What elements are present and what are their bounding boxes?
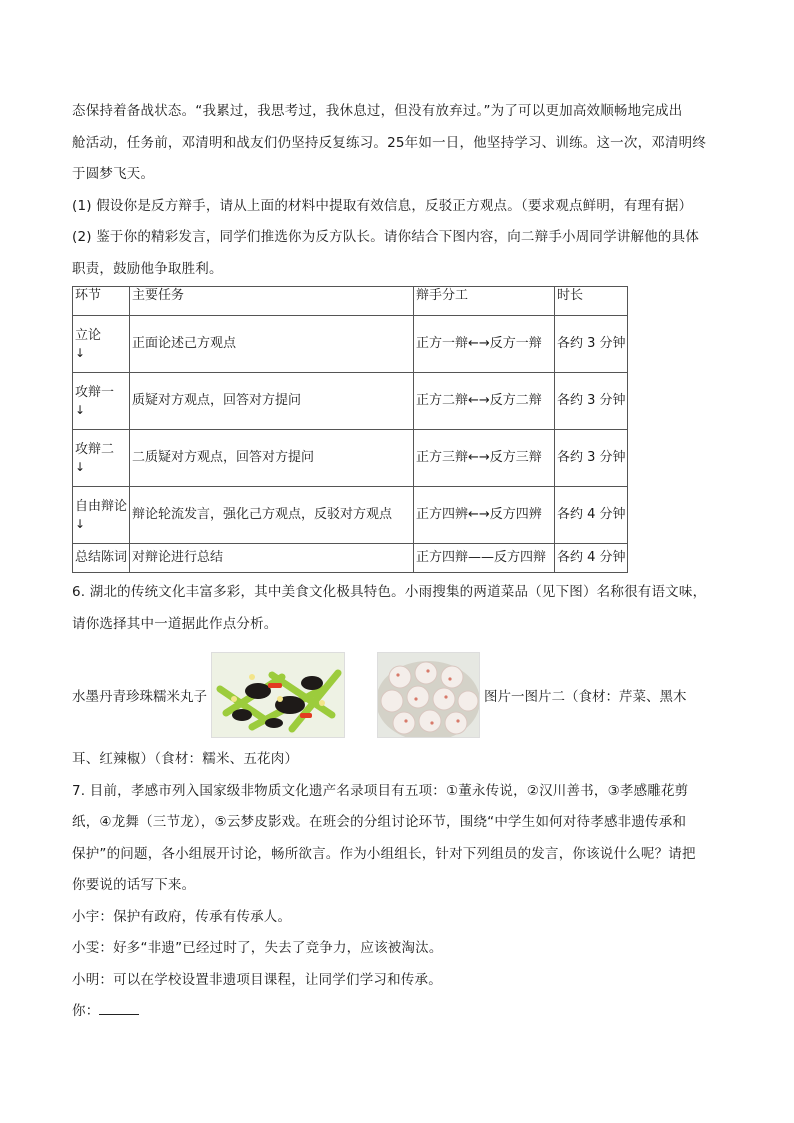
- dish-photo-pearl-balls: [377, 652, 480, 738]
- task-cell: 辩论轮流发言，强化己方观点，反驳对方观点: [130, 487, 414, 544]
- stage-cell: [73, 316, 130, 373]
- speech-xiaoming: 小明：可以在学校设置非遗项目课程，让同学们学习和传承。: [72, 971, 442, 988]
- question-2: (2) 鉴于你的精彩发言，同学们推选你为反方队长。请你结合下图内容，向二辩手小周同学讲解他的具体: [72, 229, 700, 245]
- table-row: [73, 430, 628, 487]
- division-cell: 正方二辩←→反方二辩: [414, 373, 555, 430]
- task-cell: 对辩论进行总结: [130, 544, 414, 573]
- task-cell: 正面论述己方观点: [130, 316, 414, 373]
- stage-cell: 总结陈词: [73, 544, 130, 573]
- down-arrow-icon: ↓: [75, 403, 86, 417]
- dish-images-line: [72, 652, 727, 738]
- time-cell: 各约 4 分钟: [555, 487, 628, 544]
- your-answer-line: [72, 996, 727, 1028]
- stage-label: 立论: [75, 328, 102, 343]
- you-label: 你：: [72, 1003, 100, 1019]
- stage-cell: [73, 373, 130, 430]
- dish-name-text: 水墨丹青珍珠糯米丸子: [72, 689, 207, 705]
- time-cell: 各约 3 分钟: [555, 430, 628, 487]
- header-division: 辩手分工: [414, 287, 555, 316]
- table-row: [73, 544, 628, 573]
- dish-photo-celery-fungus: [211, 652, 345, 738]
- passage-line: 舱活动，任务前，邓清明和战友们仍坚持反复练习。25年如一日，他坚持学习、训练。这一次，邓清明终: [72, 134, 707, 151]
- stage-label: 攻辩二: [75, 442, 115, 457]
- division-cell: 正方四辨←→反方四辨: [414, 487, 555, 544]
- task-cell: 质疑对方观点，回答对方提问: [130, 373, 414, 430]
- down-arrow-icon: ↓: [75, 460, 86, 474]
- time-cell: 各约 4 分钟: [555, 544, 628, 573]
- down-arrow-icon: ↓: [75, 517, 86, 531]
- header-task: 主要任务: [130, 287, 414, 316]
- stage-cell: [73, 430, 130, 487]
- question-7-cont: 保护”的问题，各小组展开讨论，畅所欲言。作为小组组长，针对下列组员的发言，你该说什么呢？请把: [72, 845, 696, 862]
- ingredients-text: 耳、红辣椒）（食材：糯米、五花肉）: [72, 751, 299, 767]
- stage-label: 自由辩论: [75, 499, 128, 514]
- header-stage: 环节: [73, 287, 130, 316]
- table-header-row: [73, 287, 628, 316]
- question-7-cont: 纸，④龙舞（三节龙），⑤云梦皮影戏。在班会的分组讨论环节，围绕“中学生如何对待孝感非遗传承和: [72, 814, 687, 830]
- division-cell: 正方四辩——反方四辩: [414, 544, 555, 573]
- down-arrow-icon: ↓: [75, 346, 86, 360]
- division-cell: 正方一辩←→反方一辩: [414, 316, 555, 373]
- speech-xiaoyu: 小宇：保护有政府，传承有传承人。: [72, 908, 292, 925]
- debate-table: [72, 286, 628, 573]
- question-2-cont: 职责，鼓励他争取胜利。: [72, 260, 223, 277]
- answer-blank[interactable]: [99, 1000, 139, 1015]
- table-row: [73, 373, 628, 430]
- table-row: [73, 316, 628, 373]
- image-caption-text: 图片一图片二（食材：芹菜、黑木: [484, 689, 687, 705]
- document-page: [72, 96, 727, 1028]
- header-time: 时长: [555, 287, 628, 316]
- question-6-cont: 请你选择其中一道据此作点分析。: [72, 615, 278, 632]
- table-row: [73, 487, 628, 544]
- stage-cell: [73, 487, 130, 544]
- question-7-cont: 你要说的话写下来。: [72, 877, 196, 893]
- time-cell: 各约 3 分钟: [555, 316, 628, 373]
- question-6: 6. 湖北的传统文化丰富多彩，其中美食文化极具特色。小雨搜集的两道菜品（见下图）名称很有语文味，: [72, 584, 707, 600]
- question-7: 7. 目前，孝感市列入国家级非物质文化遗产名录项目有五项：①董永传说，②汉川善书，③孝感雕花剪: [72, 782, 689, 799]
- task-cell: 二质疑对方观点，回答对方提问: [130, 430, 414, 487]
- stage-label: 攻辩一: [75, 385, 115, 400]
- division-cell: 正方三辩←→反方三辩: [414, 430, 555, 487]
- passage-line: 态保持着备战状态。“我累过，我思考过，我休息过，但没有放弃过。”为了可以更加高效顺畅地完成出: [72, 103, 683, 119]
- question-1: (1) 假设你是反方辩手，请从上面的材料中提取有效信息，反驳正方观点。（要求观点鲜明，有理有据）: [72, 197, 693, 214]
- time-cell: 各约 3 分钟: [555, 373, 628, 430]
- speech-xiaowen: 小雯：好多“非遗”已经过时了，失去了竞争力，应该被淘汰。: [72, 940, 443, 956]
- passage-line: 于圆梦飞天。: [72, 166, 155, 182]
